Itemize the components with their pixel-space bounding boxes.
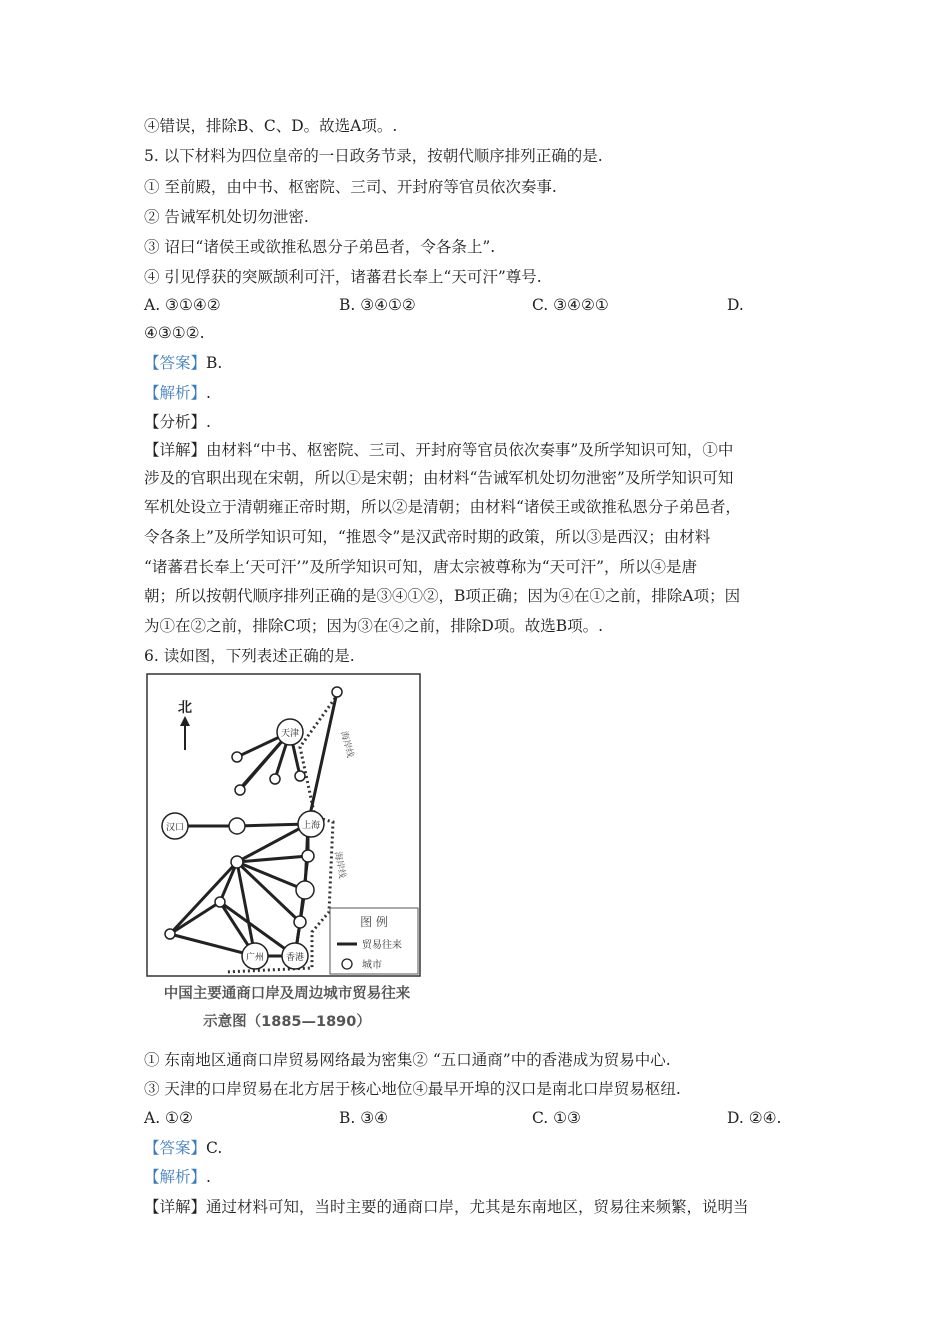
q5-option-c: C. ③④②① bbox=[532, 296, 609, 314]
q6-option-a: A. ①② bbox=[144, 1109, 193, 1127]
question-6: 6. 读如图，下列表述正确的是. bbox=[144, 647, 355, 665]
answer-label: 【答案】 bbox=[144, 354, 207, 372]
map-legend bbox=[330, 908, 418, 974]
city-guangzhou bbox=[242, 943, 268, 969]
q6-answer bbox=[144, 1138, 222, 1158]
coastline-label-2: 海岸线 bbox=[332, 850, 347, 880]
q6-option-c: C. ①③ bbox=[532, 1109, 581, 1127]
q5-option-b: B. ③④①② bbox=[339, 296, 416, 314]
q5-detail-7: 为①在②之前，排除C项；因为③在④之前，排除D项。故选B项。. bbox=[144, 617, 604, 635]
q5-detail-4: 令各条上”及所学知识可知，“推恩令”是汉武帝时期的政策，所以③是西汉；由材料 bbox=[144, 528, 711, 546]
legend-trade-label: 贸易往来 bbox=[362, 940, 402, 951]
north-arrowhead-icon bbox=[180, 716, 190, 726]
q6-detail-1: 【详解】通过材料可知，当时主要的通商口岸，尤其是东南地区，贸易往来频繁，说明当 bbox=[144, 1198, 749, 1216]
q6-option-d: D. ②④. bbox=[727, 1109, 782, 1127]
q5-detail-6: 朝；所以按朝代顺序排列正确的是③④①②，B项正确；因为④在①之前，排除A项；因 bbox=[144, 587, 741, 605]
map-caption-1: 中国主要通商口岸及周边城市贸易往来 bbox=[163, 986, 411, 1002]
question-5: 5. 以下材料为四位皇帝的一日政务节录，按朝代顺序排列正确的是. bbox=[144, 147, 603, 165]
q5-option-a: A. ③①④② bbox=[144, 296, 221, 314]
q5-detail-1: 【详解】由材料“中书、枢密院、三司、开封府等官员依次奏事”及所学知识可知，①中 bbox=[144, 441, 734, 459]
q5-item-3: ③ 诏曰“诸侯王或欲推私恩分子弟邑者，令各条上”. bbox=[144, 238, 496, 256]
q6-analysis bbox=[144, 1167, 211, 1187]
city-label: 汉口 bbox=[165, 823, 185, 833]
city-shanghai bbox=[298, 811, 324, 837]
answer-label: 【答案】 bbox=[144, 1139, 207, 1157]
city-label: 天津 bbox=[280, 729, 300, 739]
city-label: 上海 bbox=[301, 821, 321, 831]
city-xianggang bbox=[282, 943, 308, 969]
q6-statement-1: ① 东南地区通商口岸贸易网络最为密集② “五口通商”中的香港成为贸易中心. bbox=[144, 1051, 671, 1069]
map-caption-2: 示意图（1885—1890） bbox=[203, 1014, 371, 1030]
q5-analysis bbox=[144, 383, 211, 403]
trade-map-figure bbox=[145, 672, 435, 1038]
q5-item-4: ④ 引见俘获的突厥颉利可汗，诸蕃君长奉上“天可汗”尊号. bbox=[144, 268, 542, 286]
legend-city-icon bbox=[342, 959, 352, 969]
legend-city-label: 城市 bbox=[362, 960, 382, 971]
q5-option-d-text: ④③①②. bbox=[144, 324, 205, 342]
city-hankou bbox=[162, 813, 188, 839]
legend-title: 图 例 bbox=[360, 915, 388, 929]
q6-option-b: B. ③④ bbox=[339, 1109, 389, 1127]
analysis-label: 【解析】 bbox=[144, 384, 207, 402]
q5-option-d: D. bbox=[727, 296, 744, 314]
city-label: 广州 bbox=[245, 953, 265, 963]
text-line: ④错误，排除B、C、D。故选A项。. bbox=[144, 117, 398, 135]
coastline-label-1: 海岸线 bbox=[338, 730, 355, 759]
answer-value: B. bbox=[206, 354, 223, 372]
answer-value: C. bbox=[206, 1139, 223, 1157]
q6-statement-2: ③ 天津的口岸贸易在北方居于核心地位④最早开埠的汉口是南北口岸贸易枢纽. bbox=[144, 1080, 681, 1098]
analysis-label: 【解析】 bbox=[144, 1168, 207, 1186]
north-label: 北 bbox=[178, 700, 192, 716]
q5-detail-3: 军机处设立于清朝雍正帝时期，所以②是清朝；由材料“诸侯王或欲推私恩分子弟邑者， bbox=[144, 498, 741, 516]
q5-detail-5: “诸蕃君长奉上‘天可汗’”及所学知识可知，唐太宗被尊称为“天可汗”，所以④是唐 bbox=[144, 558, 698, 576]
analysis-value: . bbox=[206, 384, 211, 402]
city-tianjin bbox=[277, 719, 303, 745]
q5-fenxi: 【分析】. bbox=[144, 413, 211, 431]
q5-item-1: ① 至前殿，由中书、枢密院、三司、开封府等官员依次奏事. bbox=[144, 178, 557, 196]
q5-detail-2: 涉及的官职出现在宋朝，所以①是宋朝；由材料“告诫军机处切勿泄密”及所学知识可知 bbox=[144, 469, 734, 487]
city-label: 香港 bbox=[285, 953, 305, 963]
q5-item-2: ② 告诫军机处切勿泄密. bbox=[144, 208, 309, 226]
q5-answer bbox=[144, 353, 222, 373]
analysis-value: . bbox=[206, 1168, 211, 1186]
